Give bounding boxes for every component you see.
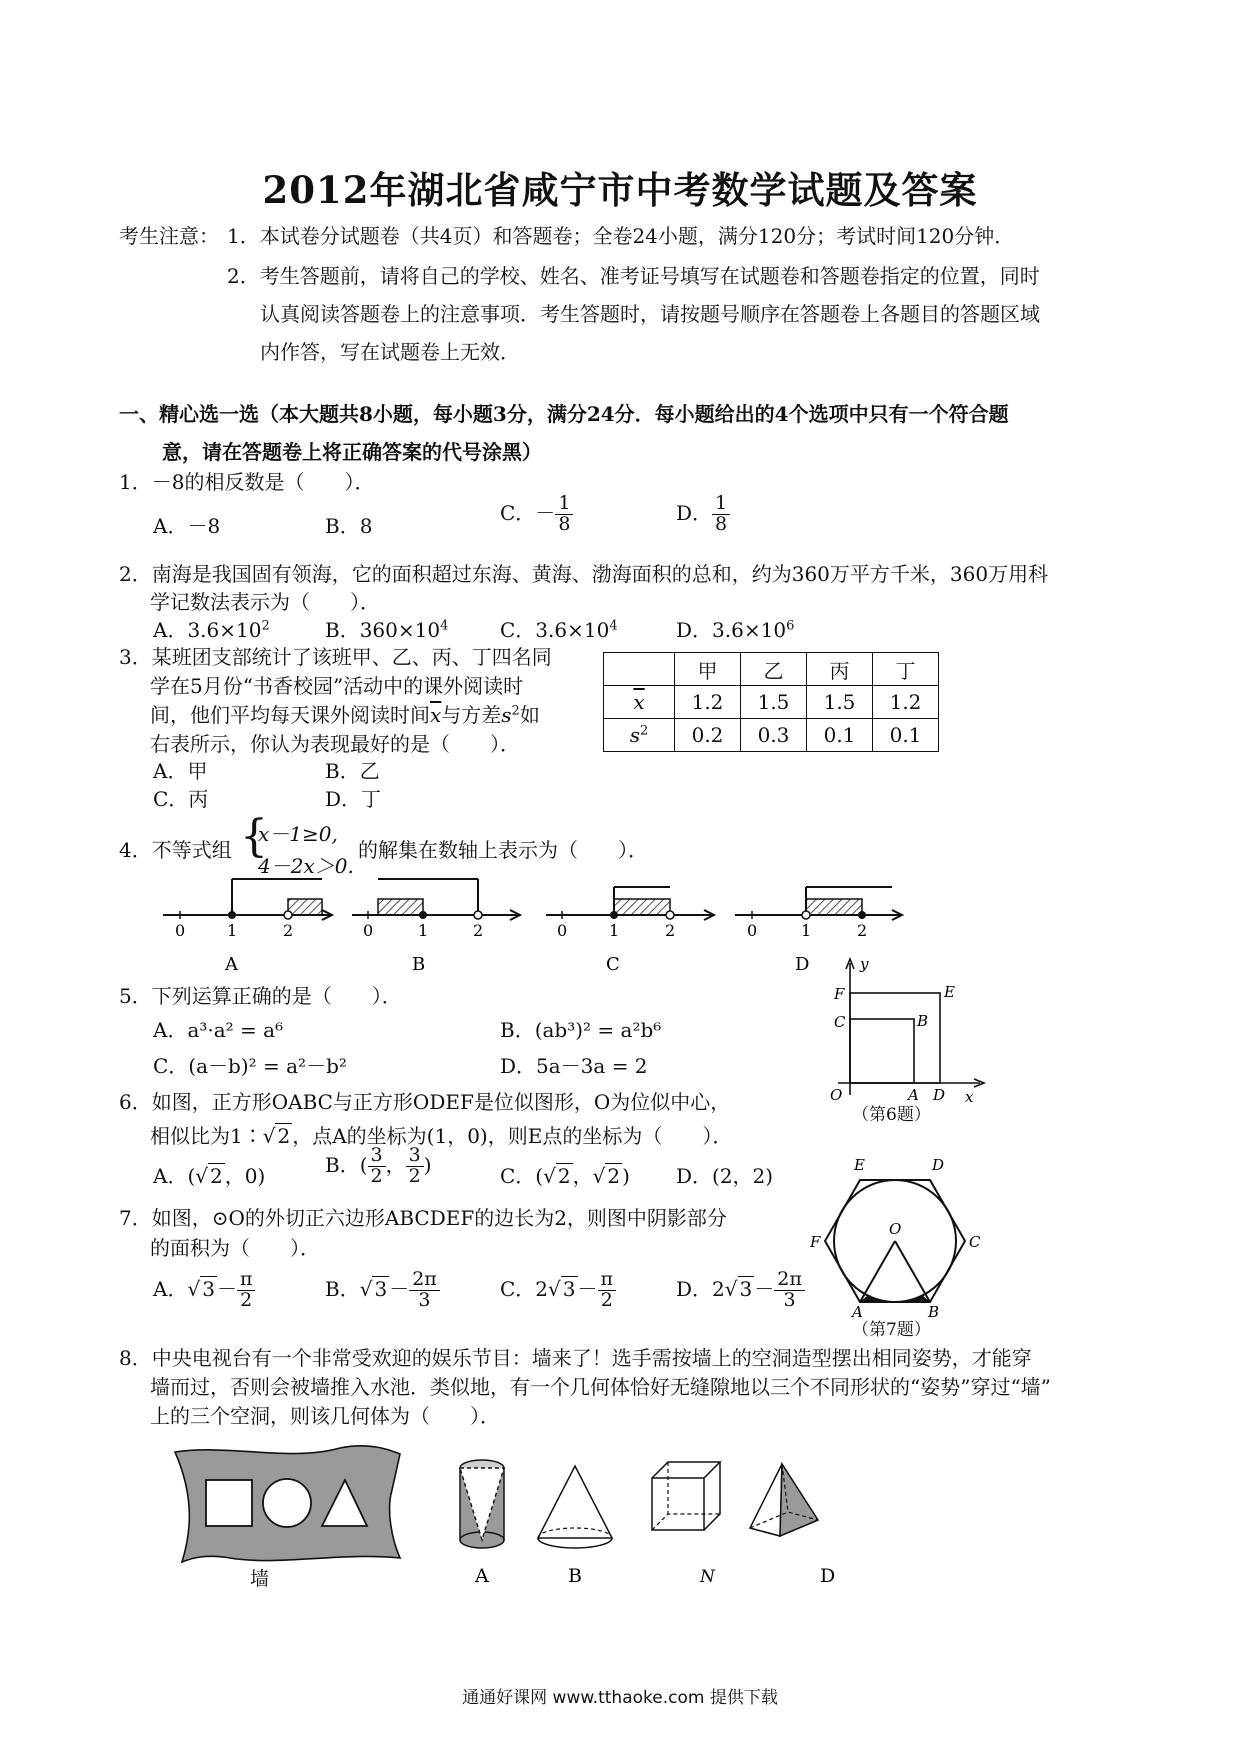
q7-stem-2: 的面积为（ ）． xyxy=(150,1236,320,1260)
q3-option-c: C．丙 xyxy=(153,787,209,811)
q8-option-d-figure xyxy=(750,1464,818,1536)
q7-option-b: B．√ 3 － $\frac{2\pi}{3}$ xyxy=(325,1270,440,1311)
section-1-header: 一、精心选一选（本大题共8小题，每小题3分，满分24分．每小题给出的4个选项中只有一个符合题 xyxy=(119,402,1009,426)
q1-option-b: B．8 xyxy=(325,514,373,538)
table-cell: 1.5 xyxy=(807,686,873,719)
table-cell: 乙 xyxy=(741,653,807,686)
q4-stem-prefix: 4．不等式组 xyxy=(119,838,232,862)
q6-label-d: D xyxy=(933,1086,946,1104)
q3-option-a: A．甲 xyxy=(153,759,208,783)
q5-option-a: A．a³·a² = a⁶ xyxy=(153,1018,284,1042)
q4-option-d-figure xyxy=(735,887,902,920)
q4-stem-suffix: 的解集在数轴上表示为（ ）． xyxy=(358,838,648,862)
q4-d-label-1: 1 xyxy=(801,921,812,940)
q7-label-d: D xyxy=(932,1156,945,1174)
table-row xyxy=(604,686,939,719)
q5-option-d: D．5a－3a = 2 xyxy=(500,1054,648,1078)
q2-stem-1: 2．南海是我国固有领海，它的面积超过东海、黄海、渤海面积的总和，约为360万平方千米，360万用科 xyxy=(119,562,1049,586)
q6-figure xyxy=(820,955,990,1105)
q4-inequality-2: 4－2x＞0. xyxy=(258,854,354,878)
table-cell: $s^2$ xyxy=(604,719,675,752)
q2-stem-2: 学记数法表示为（ ）． xyxy=(150,590,380,614)
q6-label-b: B xyxy=(917,1012,929,1030)
q8-label-wall: 墙 xyxy=(250,1568,270,1590)
q1-stem: 1．－8的相反数是（ ）． xyxy=(119,470,375,494)
q4-option-a-label: A xyxy=(225,954,238,975)
section-1-header-cont: 意，请在答题卷上将正确答案的代号涂黑） xyxy=(162,440,542,464)
q7-label-a: A xyxy=(852,1303,863,1320)
q8-label-a: A xyxy=(475,1565,489,1587)
table-cell: 甲 xyxy=(675,653,741,686)
q7-label-o: O xyxy=(889,1220,902,1238)
q3-stem-3: 间，他们平均每天课外阅读时间$\overline{x}$与方差$s^2$如 xyxy=(150,703,540,727)
notice-line-4: 内作答，写在试题卷上无效． xyxy=(260,340,520,364)
q4-c-label-2: 2 xyxy=(665,921,676,940)
q2-option-d: D．$3.6\times 10^6$ xyxy=(676,618,795,642)
q3-stem-1: 3．某班团支部统计了该班甲、乙、丙、丁四名同 xyxy=(119,645,552,669)
table-cell: 丙 xyxy=(807,653,873,686)
q8-stem-1: 8．中央电视台有一个非常受欢迎的娱乐节目：墙来了！选手需按墙上的空洞造型摆出相同姿势，才能穿 xyxy=(119,1346,1032,1370)
q7-option-d: D．2√ 3 － $\frac{2\pi}{3}$ xyxy=(676,1270,805,1311)
q3-option-d: D．丁 xyxy=(325,787,382,811)
q5-option-c: C．(a－b)² = a²－b² xyxy=(153,1054,347,1078)
q4-option-b-label: B xyxy=(412,954,426,975)
q1-option-c: C．－ $\frac{1}{8}$ xyxy=(500,494,573,535)
q5-stem: 5．下列运算正确的是（ ）． xyxy=(119,984,402,1008)
q8-option-a-figure xyxy=(460,1460,504,1548)
q3-stem-2: 学在5月份“书香校园”活动中的课外阅读时 xyxy=(150,674,524,698)
q7-figure xyxy=(810,1140,990,1320)
table-cell: 1.2 xyxy=(873,686,939,719)
q6-label-a: A xyxy=(908,1086,919,1104)
q8-stem-2: 墙而过，否则会被墙推入水池．类似地，有一个几何体恰好无缝隙地以三个不同形状的“姿势”穿过“墙” xyxy=(150,1375,1051,1399)
table-cell: $\overline{x}$ xyxy=(604,686,675,719)
q8-option-b-figure xyxy=(538,1466,612,1548)
q4-inequality-1: x－1≥0, xyxy=(258,822,338,846)
q4-c-label-1: 1 xyxy=(609,921,620,940)
q4-option-b-figure xyxy=(352,879,520,920)
q4-a-label-0: 0 xyxy=(175,921,186,940)
q2-option-c: C．$3.6\times 10^4$ xyxy=(500,618,618,642)
q6-label-x: x xyxy=(965,1088,974,1105)
q7-label-c: C xyxy=(969,1233,981,1251)
notice-line-2: 2．考生答题前，请将自己的学校、姓名、准考证号填写在试题卷和答题卷指定的位置，同时 xyxy=(227,264,1040,288)
footer-credit: 通通好课网 www.tthaoke.com 提供下载 xyxy=(462,1688,778,1708)
q2-option-a: A．$3.6\times 10^2$ xyxy=(153,618,270,642)
q3-stem-4: 右表所示，你认为表现最好的是（ ）． xyxy=(150,732,520,756)
notice-line-1: 1．本试卷分试题卷（共4页）和答题卷；全卷24小题，满分120分；考试时间120分钟． xyxy=(227,224,1015,248)
q8-figures xyxy=(170,1440,910,1590)
q4-d-label-2: 2 xyxy=(857,921,868,940)
q4-a-label-1: 1 xyxy=(227,921,238,940)
q4-d-label-0: 0 xyxy=(747,921,758,940)
q6-option-d: D．(2，2) xyxy=(676,1164,774,1188)
table-cell xyxy=(604,653,675,686)
table-cell: 0.2 xyxy=(675,719,741,752)
q2-option-b: B．$360\times 10^4$ xyxy=(325,618,449,642)
table-cell: 1.5 xyxy=(741,686,807,719)
q8-option-n-figure xyxy=(652,1462,720,1530)
q8-label-n: N xyxy=(700,1567,715,1587)
q6-caption: （第6题） xyxy=(852,1105,931,1125)
q8-stem-3: 上的三个空洞，则该几何体为（ ）． xyxy=(150,1404,500,1428)
table-row xyxy=(604,719,939,752)
q6-label-f: F xyxy=(834,985,845,1003)
q6-option-b: B．( $\frac{3}{2}$ ， $\frac{3}{2}$ ) xyxy=(325,1144,432,1187)
q6-label-c: C xyxy=(834,1013,846,1031)
q4-option-d-label: D xyxy=(795,954,810,975)
page-title: 2012年湖北省咸宁市中考数学试题及答案 xyxy=(262,168,978,212)
q5-option-b: B．(ab³)² = a²b⁶ xyxy=(500,1018,662,1042)
q8-label-b: B xyxy=(568,1565,582,1587)
q1-option-a: A．－8 xyxy=(153,514,221,538)
table-cell: 1.2 xyxy=(675,686,741,719)
table-cell: 丁 xyxy=(873,653,939,686)
q8-label-d: D xyxy=(820,1565,836,1587)
q6-label-y: y xyxy=(860,955,869,973)
q6-label-e: E xyxy=(944,983,955,1001)
table-cell: 0.1 xyxy=(873,719,939,752)
q4-b-label-0: 0 xyxy=(363,921,374,940)
q7-option-a: A．√ 3 － $\frac{\pi}{2}$ xyxy=(153,1270,255,1311)
q4-brace: { xyxy=(240,811,268,862)
q6-stem-2: 相似比为1∶√ 2 ，点A的坐标为(1，0)，则E点的坐标为（ ）． xyxy=(150,1124,733,1148)
notice-label: 考生注意： xyxy=(119,224,219,248)
q4-b-label-1: 1 xyxy=(418,921,429,940)
q4-c-label-0: 0 xyxy=(557,921,568,940)
q7-label-e: E xyxy=(854,1156,865,1174)
q7-label-b: B xyxy=(928,1303,940,1320)
q6-option-c: C．(√ 2 ，√ 2 ) xyxy=(500,1164,630,1188)
q4-option-c-figure xyxy=(546,887,714,920)
q4-number-lines xyxy=(0,875,1240,975)
q7-stem-1: 7．如图，⊙O的外切正六边形ABCDEF的边长为2，则图中阴影部分 xyxy=(119,1206,727,1230)
q4-b-label-2: 2 xyxy=(473,921,484,940)
q8-wall-figure xyxy=(175,1446,400,1562)
q7-caption: （第7题） xyxy=(852,1320,931,1340)
q3-table xyxy=(603,652,939,752)
q7-option-c: C．2√ 3 － $\frac{\pi}{2}$ xyxy=(500,1270,616,1311)
q4-option-c-label: C xyxy=(606,954,620,975)
q3-option-b: B．乙 xyxy=(325,759,380,783)
table-cell: 0.1 xyxy=(807,719,873,752)
q6-stem-1: 6．如图，正方形OABC与正方形ODEF是位似图形，O为位似中心， xyxy=(119,1090,731,1114)
q6-option-a: A．(√ 2 ，0) xyxy=(153,1164,266,1188)
q7-label-f: F xyxy=(810,1233,821,1251)
q4-a-label-2: 2 xyxy=(283,921,294,940)
table-row xyxy=(604,653,939,686)
q4-option-a-figure xyxy=(163,879,332,920)
q1-option-d: D． $\frac{1}{8}$ xyxy=(676,494,730,535)
q6-label-o: O xyxy=(830,1086,843,1104)
table-cell: 0.3 xyxy=(741,719,807,752)
notice-line-3: 认真阅读答题卷上的注意事项．考生答题时，请按题号顺序在答题卷上各题目的答题区域 xyxy=(260,302,1040,326)
